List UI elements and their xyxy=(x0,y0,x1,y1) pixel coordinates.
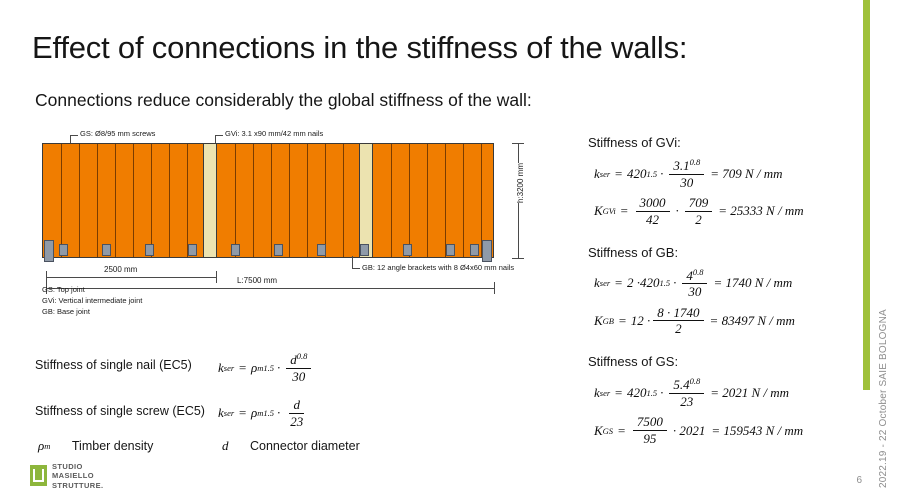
page-title: Effect of connections in the stiffness of the walls: xyxy=(32,30,688,65)
legend-line-gb: GB: Base joint xyxy=(42,306,90,316)
leading-factor: 2 · xyxy=(626,275,640,291)
fraction-numerator xyxy=(682,268,707,285)
equation-gs-kser xyxy=(594,377,858,408)
angle-bracket xyxy=(231,244,240,256)
fraction-numerator xyxy=(669,377,704,394)
numerator-exponent: 0.8 xyxy=(689,157,701,167)
fraction xyxy=(633,415,667,445)
wall-panel xyxy=(42,143,494,258)
equation-gb-K xyxy=(594,306,858,336)
callout-line-gs-h xyxy=(70,135,78,136)
plank-line xyxy=(463,144,464,257)
rho-glyph xyxy=(38,438,50,454)
fraction-nail xyxy=(286,352,311,383)
base-exponent: 1.5 xyxy=(646,168,658,179)
rho-subscript: m xyxy=(44,441,51,451)
fraction-1 xyxy=(636,196,670,226)
rho-exponent: 1.5 xyxy=(263,408,274,419)
plank-line xyxy=(445,144,446,257)
fraction-denominator: 30 xyxy=(292,368,306,384)
numerator-value: 5.4 xyxy=(673,377,690,393)
math-expression-nail: k ser = ρ m 1.5 · $\frac{d^{0.8}}{30}$ xyxy=(218,352,314,383)
fraction-denominator: 23 xyxy=(290,413,304,429)
angle-bracket xyxy=(360,244,369,256)
diagram-legend xyxy=(42,285,142,318)
hold-down xyxy=(482,240,492,262)
K-subscript: GS xyxy=(602,425,614,436)
K-subscript: GVi xyxy=(602,206,616,217)
dim-h-tick-b xyxy=(512,258,524,259)
formula-label-screw: Stiffness of single screw (EC5) xyxy=(35,404,205,418)
plank-line xyxy=(151,144,152,257)
k-symbol: k xyxy=(218,405,224,421)
logo-text xyxy=(52,462,104,490)
math-gvi-kser: k ser = 420 1.5 · $\frac{3.1^{0.8}}{30}$ = 709 N / mm xyxy=(594,157,783,190)
callout-line-gvi-h xyxy=(215,135,223,136)
callout-gb: GB: 12 angle brackets with 8 Ø4x60 mm nails xyxy=(362,263,515,272)
plank-line xyxy=(409,144,410,257)
dim-2500-line xyxy=(46,277,216,278)
formula-label-nail: Stiffness of single nail (EC5) xyxy=(35,358,192,372)
wall-diagram xyxy=(30,125,550,335)
base-exponent: 1.5 xyxy=(659,278,671,289)
numerator-symbol: d xyxy=(290,352,297,367)
logo-line-1: STUDIO xyxy=(52,461,83,471)
angle-bracket xyxy=(188,244,197,256)
fraction-numerator: 8 · 1740 xyxy=(653,306,703,322)
rho-subscript: m xyxy=(257,362,264,373)
result-value: = 25333 N / mm xyxy=(718,203,804,219)
k-symbol: k xyxy=(594,165,600,181)
k-subscript: ser xyxy=(599,278,611,289)
hold-down xyxy=(44,240,54,262)
callout-line-gb-h xyxy=(352,268,360,269)
callout-gs: GS: Ø8/95 mm screws xyxy=(80,129,156,138)
math-expression-screw: k ser = ρ m 1.5 · $\frac{d}{23}$ xyxy=(218,398,310,428)
plank-line xyxy=(235,144,236,257)
k-subscript: ser xyxy=(223,408,235,419)
plank-line xyxy=(343,144,344,257)
fraction-numerator xyxy=(286,352,311,369)
heading-gb: Stiffness of GB: xyxy=(588,244,679,260)
numerator-value: 4 xyxy=(686,267,693,283)
angle-bracket xyxy=(59,244,68,256)
plank-line xyxy=(187,144,188,257)
math-gb-K: K GB = 12 · $\frac{8 \cdot 1740}{2}$ = 83497 N / mm xyxy=(594,304,795,337)
dim-2500-label: 2500 mm xyxy=(104,265,138,274)
fraction-denominator: 42 xyxy=(646,211,660,227)
formula-math-screw xyxy=(218,398,310,428)
fraction-denominator: 23 xyxy=(680,393,694,409)
numerator-exponent: 0.8 xyxy=(692,266,704,277)
logo-mark-icon xyxy=(30,465,47,486)
numerator-exponent: 0.8 xyxy=(689,376,701,387)
equation-gvi-K xyxy=(594,196,858,226)
fraction-denominator: 2 xyxy=(695,211,702,227)
result-value: = 83497 N / mm xyxy=(709,312,795,328)
vertical-joint-gvi xyxy=(203,144,217,257)
d-glyph: d xyxy=(222,438,229,453)
equation-gvi-kser xyxy=(594,158,858,189)
accent-bar xyxy=(863,0,870,390)
angle-bracket xyxy=(274,244,283,256)
plank-line xyxy=(307,144,308,257)
fraction xyxy=(653,306,703,336)
d-meaning: Connector diameter xyxy=(249,439,360,453)
fraction xyxy=(669,377,704,408)
callout-gvi: GVi: 3.1 x90 mm/42 mm nails xyxy=(225,129,324,138)
multiplier: · 2021 xyxy=(672,422,706,438)
logo-line-3: STRUTTURE. xyxy=(52,480,104,490)
rho-symbol: ρ xyxy=(250,359,258,375)
formula-row-screw xyxy=(35,404,205,418)
angle-bracket xyxy=(446,244,455,256)
k-symbol: k xyxy=(594,384,600,400)
k-subscript: ser xyxy=(599,387,611,398)
base-exponent: 1.5 xyxy=(646,387,658,398)
block-gvi xyxy=(588,135,858,227)
plank-line xyxy=(325,144,326,257)
dim-2500-tick-r xyxy=(216,271,217,283)
math-gvi-K: K GVi = $\frac{3000}{42}$ · $\frac{709}{2}$ = 25333 N / mm xyxy=(594,195,804,227)
angle-bracket xyxy=(470,244,479,256)
math-gs-kser: k ser = 420 1.5 · $\frac{5.4^{0.8}}{23}$ = 2021 N / mm xyxy=(594,376,790,409)
plank-line xyxy=(427,144,428,257)
rho-subscript: m xyxy=(257,408,264,419)
equation-gs-K xyxy=(594,415,858,445)
leading-factor: 12 · xyxy=(630,312,651,328)
equation-gb-kser xyxy=(594,268,858,299)
plank-line xyxy=(79,144,80,257)
angle-bracket xyxy=(317,244,326,256)
plank-line xyxy=(133,144,134,257)
dim-L-tick-r xyxy=(494,282,495,294)
fraction-numerator: 3000 xyxy=(636,196,670,212)
K-subscript: GB xyxy=(602,315,615,326)
numerator-value: 3.1 xyxy=(673,158,690,173)
result-value: = 159543 N / mm xyxy=(711,422,804,438)
k-symbol: k xyxy=(594,275,600,291)
k-subscript: ser xyxy=(223,362,235,373)
math-gb-kser: k ser = 2 · 420 1.5 · $\frac{4^{0.8}}{30}$ = 1740 N / mm xyxy=(594,266,793,300)
base-value: 420 xyxy=(626,384,647,400)
plank-line xyxy=(253,144,254,257)
dim-h-label: h:3200 mm xyxy=(516,163,525,204)
base-value: 420 xyxy=(626,165,647,181)
page-subtitle: Connections reduce considerably the global stiffness of the wall: xyxy=(35,90,532,110)
heading-gvi: Stiffness of GVi: xyxy=(588,135,681,150)
plank-line xyxy=(115,144,116,257)
fraction-denominator: 2 xyxy=(675,321,682,337)
dim-h-tick-t xyxy=(512,143,524,144)
heading-gs: Stiffness of GS: xyxy=(588,354,679,370)
plank-line xyxy=(289,144,290,257)
fraction-denominator: 95 xyxy=(643,431,657,447)
k-symbol: k xyxy=(218,359,224,375)
angle-bracket xyxy=(403,244,412,256)
fraction-2 xyxy=(685,196,713,226)
vertical-joint-gvi xyxy=(359,144,373,257)
fraction-denominator: 30 xyxy=(688,284,702,300)
fraction-numerator: 7500 xyxy=(633,415,667,431)
fraction-denominator: 30 xyxy=(680,174,694,190)
callout-line-gb-v xyxy=(352,256,353,268)
K-symbol: K xyxy=(594,422,603,438)
formula-row-nail xyxy=(35,358,192,372)
legend-line-gvi: GVi: Vertical intermediate joint xyxy=(42,295,143,305)
block-gs xyxy=(588,354,858,446)
plank-line xyxy=(391,144,392,257)
angle-bracket xyxy=(102,244,111,256)
rho-symbol: ρ xyxy=(250,405,258,421)
symbol-legend-rho xyxy=(38,438,153,454)
formula-math-nail xyxy=(218,352,314,383)
rho-exponent: 1.5 xyxy=(263,362,274,373)
block-gb xyxy=(588,245,858,337)
right-column xyxy=(588,135,858,464)
K-symbol: K xyxy=(594,203,603,219)
plank-line xyxy=(97,144,98,257)
fraction-numerator xyxy=(669,158,704,175)
studio-logo xyxy=(30,462,104,490)
fraction xyxy=(669,158,704,189)
page-number: 6 xyxy=(856,475,862,486)
fraction-numerator: 709 xyxy=(685,196,713,212)
fraction xyxy=(682,268,707,299)
result-value: = 2021 N / mm xyxy=(710,384,790,400)
fraction-screw xyxy=(286,398,307,428)
plank-line xyxy=(61,144,62,257)
logo-line-2: MASIELLO xyxy=(52,471,94,481)
fraction-numerator: d xyxy=(289,398,304,414)
result-value: = 709 N / mm xyxy=(710,165,783,181)
symbol-legend-d xyxy=(222,438,360,454)
rho-symbol: ρ xyxy=(38,438,45,453)
numerator-exponent: 0.8 xyxy=(296,351,308,361)
dim-L-label: L:7500 mm xyxy=(237,276,278,285)
k-subscript: ser xyxy=(599,168,611,179)
plank-line xyxy=(271,144,272,257)
math-gs-K: K GS = $\frac{7500}{95}$ · 2021 = 159543 N / mm xyxy=(594,414,804,447)
result-value: = 1740 N / mm xyxy=(713,275,793,291)
K-symbol: K xyxy=(594,312,603,328)
plank-line xyxy=(169,144,170,257)
angle-bracket xyxy=(145,244,154,256)
legend-line-gs: GS: Top joint xyxy=(42,285,85,294)
rho-meaning: Timber density xyxy=(71,439,154,453)
slide-side-note: 2022.19 - 22 October SAIE BOLOGNA xyxy=(878,309,889,488)
base-value: 420 xyxy=(639,275,660,291)
